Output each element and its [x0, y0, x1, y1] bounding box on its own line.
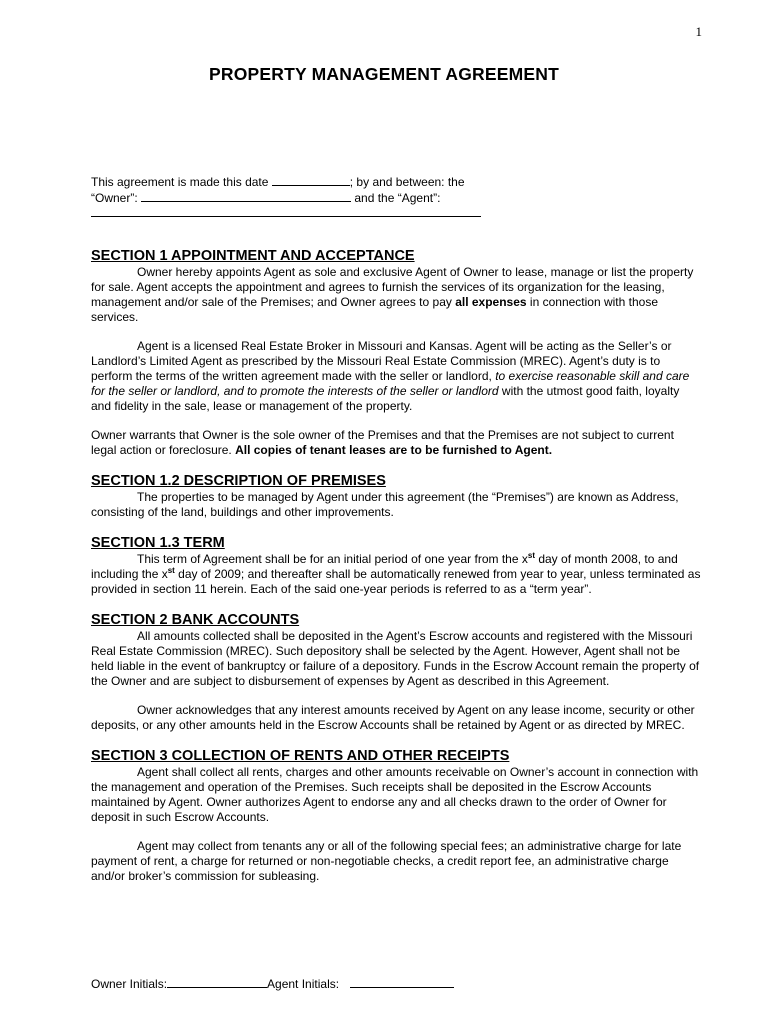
intro-line-2 — [91, 190, 465, 206]
page-number: 1 — [695, 24, 702, 39]
agreement-body — [91, 248, 701, 884]
owner-blank — [141, 190, 351, 202]
intro-text: ; by and between: the — [349, 175, 465, 189]
section-2-paragraph-1: All amounts collected shall be deposited in the Agent’s Escrow accounts and registered with the Missouri Real Estate Commission (MREC). Such depository shall be selected by the Agent. However, Agent shall not be held liable in the event of bankruptcy or failure of a depository. Funds in the Escrow Account remain the property of the Owner and are subject to disbursement of expenses by Agent as described in this Agreement. — [91, 629, 700, 688]
intro-line-1 — [91, 174, 465, 190]
section-3-heading: SECTION 3 COLLECTION OF RENTS AND OTHER RECEIPTS — [91, 748, 510, 764]
initials-footer — [91, 976, 454, 991]
owner-initials-label: Owner Initials: — [91, 977, 168, 991]
section-1-paragraph-2 — [91, 339, 701, 414]
owner-initials-blank — [167, 976, 267, 988]
section-1-3-heading: SECTION 1.3 TERM — [91, 535, 225, 551]
text: This term of Agreement shall be for an initial period of one year from the x — [137, 552, 528, 566]
text: day of 2009; and thereafter shall be automatically renewed from year to year, unless terminated as provided in section 11 herein. Each of the said one-year periods is referred to as a “term year”. — [91, 567, 701, 596]
text: Owner warrants that Owner is the sole owner of the Premises and that the Premises are not subject to current legal action or foreclosure. — [91, 428, 674, 457]
text: Agent is a licensed Real Estate Broker in Missouri and Kansas. Agent will be acting as the Seller’s or Landlord’s Limited Agent as prescribed by the Missouri Real Estate Commission (MREC). Agent’s duty is to perform the terms of the written agreement made with the seller or landlord, — [91, 339, 672, 383]
section-3-paragraph-2: Agent may collect from tenants any or all of the following special fees; an administrative charge for late payment of rent, a charge for returned or non-negotiable checks, a credit report fee, an administrative charge and/or broker’s commission for subleasing. — [91, 839, 682, 883]
emphasis-text: All copies of tenant leases are to be furnished to Agent. — [235, 443, 553, 457]
superscript: st — [527, 551, 535, 560]
agent-blank-line — [91, 216, 481, 217]
section-1-3-paragraph — [91, 552, 701, 597]
agent-initials-label: Agent Initials: — [267, 977, 343, 991]
text: in connection with those services. — [91, 295, 659, 324]
document-title: PROPERTY MANAGEMENT AGREEMENT — [209, 64, 559, 84]
text: with the utmost good faith, loyalty and fidelity in the sale, lease or management of the property. — [91, 384, 680, 413]
intro-block — [91, 174, 465, 206]
emphasis-text: all expenses — [455, 295, 527, 309]
intro-text: “Owner”: — [91, 191, 142, 205]
intro-text: This agreement is made this date — [91, 175, 272, 189]
section-2-paragraph-2: Owner acknowledges that any interest amounts received by Agent on any lease income, security or other deposits, or any other amounts held in the Escrow Accounts shall be retained by Agent or as directed by MREC. — [91, 703, 695, 732]
section-2-heading: SECTION 2 BANK ACCOUNTS — [91, 612, 300, 628]
agent-initials-blank — [350, 976, 454, 988]
section-1-2-heading: SECTION 1.2 DESCRIPTION OF PREMISES — [91, 473, 386, 489]
superscript: st — [167, 566, 175, 575]
section-3-paragraph-1: Agent shall collect all rents, charges and other amounts receivable on Owner’s account in connection with the management and operation of the Premises. Such receipts shall be deposited in the Escrow Accounts maintained by Agent. Owner authorizes Agent to endorse any and all checks drawn to the order of Owner for deposit in such Escrow Accounts. — [91, 765, 699, 824]
text: Owner hereby appoints Agent as sole and exclusive Agent of Owner to lease, manage or list the property for sale. Agent accepts the appointment and agrees to furnish the services of its organization for the leasing, management and/or sale of the Premises; and Owner agrees to pay — [91, 265, 694, 309]
date-blank — [272, 174, 350, 186]
text: day of month 2008, to and including the x — [91, 552, 678, 581]
section-1-paragraph-3 — [91, 428, 701, 458]
intro-text: and the “Agent”: — [351, 191, 441, 205]
section-1-heading: SECTION 1 APPOINTMENT AND ACCEPTANCE — [91, 248, 415, 264]
section-1-paragraph-1 — [91, 265, 701, 325]
section-1-2-paragraph: The properties to be managed by Agent under this agreement (the “Premises”) are known as Address, consisting of the land, buildings and other improvements. — [91, 490, 679, 519]
italic-text: to exercise reasonable skill and care for the seller or landlord, and to promote the interests of the seller or landlord — [91, 369, 690, 398]
